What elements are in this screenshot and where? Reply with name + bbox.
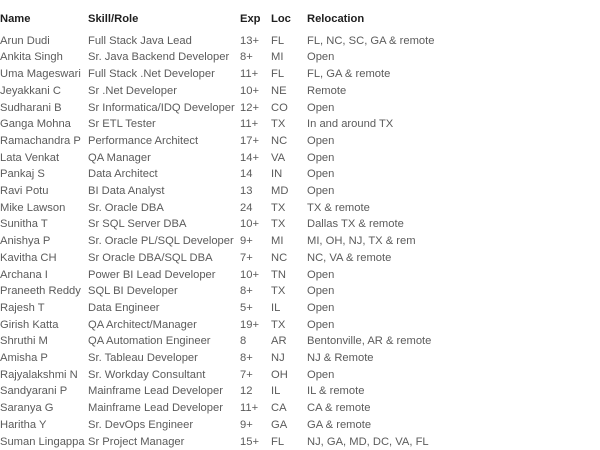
cell-name: Saranya G xyxy=(0,402,54,415)
table-row xyxy=(0,166,600,183)
cell-name: Jeyakkani C xyxy=(0,84,61,97)
column-header-loc: Loc xyxy=(271,13,291,25)
cell-skill: BI Data Analyst xyxy=(88,185,165,198)
cell-name: Sudharani B xyxy=(0,101,62,114)
cell-loc: NJ xyxy=(271,352,285,365)
cell-reloc: CA & remote xyxy=(307,402,371,415)
cell-loc: TN xyxy=(271,268,286,281)
cell-reloc: Remote xyxy=(307,84,347,97)
cell-skill: Mainframe Lead Developer xyxy=(88,385,223,398)
cell-skill: Sr Project Manager xyxy=(88,435,185,448)
cell-exp: 8+ xyxy=(240,285,253,298)
cell-loc: CA xyxy=(271,402,287,415)
table-row xyxy=(0,400,600,417)
table-row xyxy=(0,233,600,250)
table-body xyxy=(0,33,600,450)
cell-name: Girish Katta xyxy=(0,318,59,331)
cell-loc: NC xyxy=(271,251,288,264)
cell-exp: 10+ xyxy=(240,268,259,281)
cell-skill: Performance Architect xyxy=(88,134,199,147)
table-row xyxy=(0,66,600,83)
cell-loc: FL xyxy=(271,34,285,47)
table-row xyxy=(0,250,600,267)
cell-skill: Sr. Tableau Developer xyxy=(88,352,198,365)
cell-exp: 11+ xyxy=(240,68,259,81)
cell-reloc: GA & remote xyxy=(307,418,372,431)
cell-exp: 14 xyxy=(240,168,253,181)
cell-name: Kavitha CH xyxy=(0,251,57,264)
cell-loc: NE xyxy=(271,84,287,97)
cell-loc: AR xyxy=(271,335,287,348)
cell-reloc: NC, VA & remote xyxy=(307,251,392,264)
cell-exp: 9+ xyxy=(240,235,253,248)
cell-reloc: Open xyxy=(307,151,335,164)
cell-loc: TX xyxy=(271,201,286,214)
cell-reloc: Open xyxy=(307,285,335,298)
table-row xyxy=(0,283,600,300)
cell-exp: 15+ xyxy=(240,435,259,448)
cell-loc: IL xyxy=(271,301,281,314)
column-header-skill-role: Skill/Role xyxy=(88,13,139,25)
cell-skill: QA Automation Engineer xyxy=(88,335,211,348)
table-row xyxy=(0,333,600,350)
cell-exp: 9+ xyxy=(240,418,253,431)
cell-loc: TX xyxy=(271,118,286,131)
table-row xyxy=(0,183,600,200)
cell-reloc: Bentonville, AR & remote xyxy=(307,335,432,348)
candidate-hotlist-table xyxy=(0,11,600,450)
table-header xyxy=(0,11,600,33)
table-row xyxy=(0,49,600,66)
cell-reloc: Open xyxy=(307,301,335,314)
cell-loc: OH xyxy=(271,368,288,381)
cell-skill: QA Manager xyxy=(88,151,151,164)
cell-name: Sunitha T xyxy=(0,218,48,231)
cell-loc: FL xyxy=(271,435,285,448)
cell-loc: TX xyxy=(271,285,286,298)
table-row xyxy=(0,33,600,50)
cell-reloc: FL, NC, SC, GA & remote xyxy=(307,34,435,47)
cell-name: Uma Mageswari xyxy=(0,68,81,81)
cell-exp: 12 xyxy=(240,385,253,398)
cell-exp: 11+ xyxy=(240,118,259,131)
table-header-row xyxy=(0,11,600,33)
table-row xyxy=(0,150,600,167)
cell-skill: Full Stack Java Lead xyxy=(88,34,192,47)
cell-name: Shruthi M xyxy=(0,335,48,348)
cell-skill: Power BI Lead Developer xyxy=(88,268,216,281)
cell-skill: Sr ETL Tester xyxy=(88,118,156,131)
cell-name: Haritha Y xyxy=(0,418,47,431)
cell-exp: 8+ xyxy=(240,51,253,64)
cell-name: Mike Lawson xyxy=(0,201,66,214)
cell-skill: Sr Informatica/IDQ Developer xyxy=(88,101,235,114)
cell-name: Amisha P xyxy=(0,352,48,365)
table-row xyxy=(0,350,600,367)
cell-reloc: FL, GA & remote xyxy=(307,68,391,81)
table-row xyxy=(0,116,600,133)
cell-name: Praneeth Reddy xyxy=(0,285,81,298)
cell-exp: 13+ xyxy=(240,34,259,47)
cell-name: Arun Dudi xyxy=(0,34,50,47)
cell-name: Ganga Mohna xyxy=(0,118,71,131)
cell-skill: Data Architect xyxy=(88,168,158,181)
cell-skill: Full Stack .Net Developer xyxy=(88,68,215,81)
cell-reloc: Open xyxy=(307,368,335,381)
cell-name: Ravi Potu xyxy=(0,185,49,198)
cell-skill: Sr Oracle DBA/SQL DBA xyxy=(88,251,213,264)
cell-reloc: Open xyxy=(307,134,335,147)
cell-loc: IL xyxy=(271,385,281,398)
cell-reloc: Open xyxy=(307,318,335,331)
cell-loc: TX xyxy=(271,318,286,331)
column-header-exp: Exp xyxy=(240,13,261,25)
cell-reloc: MI, OH, NJ, TX & rem xyxy=(307,235,416,248)
table-row xyxy=(0,434,600,450)
table-row xyxy=(0,317,600,334)
cell-name: Sandyarani P xyxy=(0,385,68,398)
cell-loc: MI xyxy=(271,235,284,248)
cell-exp: 10+ xyxy=(240,218,259,231)
cell-loc: TX xyxy=(271,218,286,231)
cell-skill: Data Engineer xyxy=(88,301,160,314)
cell-reloc: TX & remote xyxy=(307,201,370,214)
cell-name: Rajesh T xyxy=(0,301,45,314)
cell-skill: Sr SQL Server DBA xyxy=(88,218,187,231)
cell-skill: SQL BI Developer xyxy=(88,285,178,298)
cell-name: Lata Venkat xyxy=(0,151,60,164)
column-header-name: Name xyxy=(0,13,31,25)
cell-name: Ankita Singh xyxy=(0,51,63,64)
cell-loc: VA xyxy=(271,151,286,164)
cell-exp: 11+ xyxy=(240,402,259,415)
cell-exp: 17+ xyxy=(240,134,259,147)
cell-name: Ramachandra P xyxy=(0,134,81,147)
table-row xyxy=(0,100,600,117)
cell-reloc: Open xyxy=(307,168,335,181)
cell-name: Suman Lingappa xyxy=(0,435,85,448)
cell-exp: 7+ xyxy=(240,368,253,381)
cell-reloc: Open xyxy=(307,185,335,198)
cell-reloc: Dallas TX & remote xyxy=(307,218,404,231)
cell-exp: 5+ xyxy=(240,301,253,314)
cell-exp: 13 xyxy=(240,185,253,198)
cell-name: Pankaj S xyxy=(0,168,45,181)
cell-loc: GA xyxy=(271,418,288,431)
cell-reloc: Open xyxy=(307,51,335,64)
cell-name: Archana I xyxy=(0,268,48,281)
table-row xyxy=(0,300,600,317)
table-row xyxy=(0,267,600,284)
cell-skill: Sr. Workday Consultant xyxy=(88,368,206,381)
cell-loc: CO xyxy=(271,101,288,114)
cell-exp: 8 xyxy=(240,335,247,348)
cell-reloc: IL & remote xyxy=(307,385,365,398)
cell-skill: Sr. Oracle PL/SQL Developer xyxy=(88,235,234,248)
cell-skill: Sr. Oracle DBA xyxy=(88,201,164,214)
cell-name: Rajyalakshmi N xyxy=(0,368,78,381)
cell-exp: 19+ xyxy=(240,318,259,331)
table-row xyxy=(0,133,600,150)
cell-skill: Sr. Java Backend Developer xyxy=(88,51,230,64)
table-row xyxy=(0,216,600,233)
cell-exp: 10+ xyxy=(240,84,259,97)
cell-reloc: NJ & Remote xyxy=(307,352,374,365)
cell-skill: Mainframe Lead Developer xyxy=(88,402,223,415)
cell-skill: Sr .Net Developer xyxy=(88,84,177,97)
table-row xyxy=(0,200,600,217)
cell-loc: NC xyxy=(271,134,288,147)
cell-loc: MI xyxy=(271,51,284,64)
cell-skill: Sr. DevOps Engineer xyxy=(88,418,194,431)
table-row xyxy=(0,83,600,100)
cell-exp: 12+ xyxy=(240,101,259,114)
table-row xyxy=(0,367,600,384)
cell-reloc: In and around TX xyxy=(307,118,394,131)
cell-name: Anishya P xyxy=(0,235,51,248)
cell-reloc: NJ, GA, MD, DC, VA, FL xyxy=(307,435,429,448)
cell-exp: 7+ xyxy=(240,251,253,264)
cell-exp: 8+ xyxy=(240,352,253,365)
cell-reloc: Open xyxy=(307,101,335,114)
cell-loc: FL xyxy=(271,68,285,81)
cell-reloc: Open xyxy=(307,268,335,281)
table-row xyxy=(0,383,600,400)
cell-loc: MD xyxy=(271,185,289,198)
cell-exp: 14+ xyxy=(240,151,259,164)
column-header-relocation: Relocation xyxy=(307,13,365,25)
cell-skill: QA Architect/Manager xyxy=(88,318,197,331)
table-row xyxy=(0,417,600,434)
cell-exp: 24 xyxy=(240,201,253,214)
cell-loc: IN xyxy=(271,168,283,181)
